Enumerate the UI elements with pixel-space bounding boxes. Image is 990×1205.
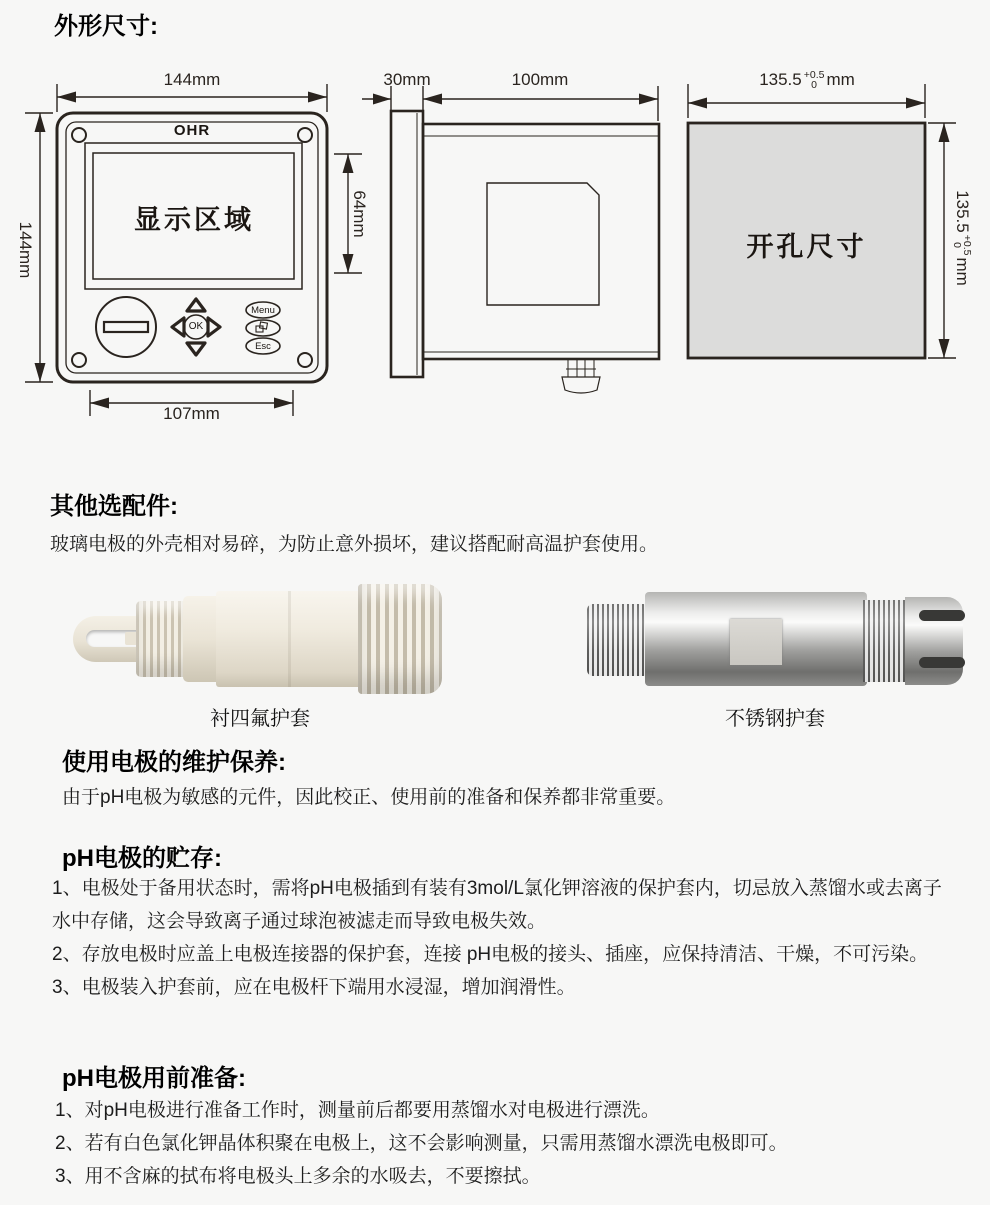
bezel-flange <box>391 111 423 377</box>
arrowhead <box>274 398 293 409</box>
ptfe-thread-rear <box>358 584 442 694</box>
list-item: 1、对pH电极进行准备工作时，测量前后都要用蒸馏水对电极进行漂洗。 <box>55 1100 660 1121</box>
dim-label-cutout-top <box>737 70 877 90</box>
side-label-plate <box>487 183 599 305</box>
screen-switch-icon <box>256 322 267 332</box>
arrowhead <box>343 254 354 273</box>
arrow-down-icon <box>187 343 205 355</box>
arrowhead <box>688 98 707 109</box>
photo-steel-sheath <box>575 582 975 695</box>
list-item: 1、电极处于备用状态时，需将pH电极插到有装有3mol/L氯化钾溶液的保护套内，切忌放入蒸馏水或去离子水中存储，这会导致离子通过球泡被滤走而导致电极失效。 <box>52 878 942 932</box>
arrowhead <box>939 123 950 142</box>
cutout-dim-tolerance: +0.5 0 <box>951 234 973 256</box>
list-item: 3、电极装入护套前，应在电极杆下端用水浸湿，增加润滑性。 <box>52 977 576 998</box>
dim-line-depth <box>362 86 658 121</box>
steel-slot <box>919 657 965 668</box>
cutout-dim-unit: mm <box>953 257 972 286</box>
knob-slot <box>104 322 148 332</box>
list-item: 3、用不含麻的拭布将电极头上多余的水吸去，不要擦拭。 <box>55 1166 541 1187</box>
esc-button-label: Esc <box>255 341 271 352</box>
arrowhead <box>35 363 46 382</box>
dim-label-bezel: 30mm <box>383 70 431 89</box>
section-title-preparation: pH电极用前准备: <box>62 1065 246 1092</box>
housing-body <box>423 124 659 359</box>
section-title-accessories: 其他选配件: <box>50 493 178 520</box>
dim-label-bottom: 107mm <box>163 404 220 423</box>
preparation-list <box>55 1094 960 1193</box>
menu-button-label: Menu <box>251 305 275 316</box>
cutout-dim-tolerance: +0.5 0 <box>803 69 825 91</box>
corner-screw-icon <box>72 353 86 367</box>
housing-rails <box>423 136 659 352</box>
cutout-dim-value: 135.5 <box>953 190 972 233</box>
corner-screw-icon <box>298 128 312 142</box>
display-area-label: 显示区域 <box>134 205 254 235</box>
arrowhead <box>906 98 925 109</box>
section-title-dimensions: 外形尺寸: <box>54 13 158 40</box>
cable-gland-neck <box>566 359 596 377</box>
arrowhead <box>939 339 950 358</box>
ok-button-label: OK <box>188 321 204 332</box>
dim-label-cutout-right <box>952 181 972 295</box>
dim-label-depth: 100mm <box>511 70 569 89</box>
dim-label-width: 144mm <box>163 70 221 89</box>
instrument-inner-frame <box>66 122 318 373</box>
arrowhead <box>423 94 442 105</box>
list-item: 2、若有白色氯化钾晶体积聚在电极上，这不会影响测量，只需用蒸馏水漂洗电极即可。 <box>55 1133 788 1154</box>
caption-steel-sheath: 不锈钢护套 <box>725 708 825 730</box>
arrowhead <box>35 113 46 132</box>
arrowhead <box>308 92 327 103</box>
arrowhead <box>90 398 109 409</box>
cutout-dim-value: 135.5 <box>759 70 802 89</box>
steel-thread-right <box>863 600 907 682</box>
section-title-storage: pH电极的贮存: <box>62 845 222 872</box>
steel-slot <box>919 610 965 621</box>
accessories-intro: 玻璃电极的外壳相对易碎，为防止意外损坏，建议搭配耐高温护套使用。 <box>50 534 659 555</box>
cutout-drawing <box>688 84 956 358</box>
arrowhead <box>57 92 76 103</box>
caption-ptfe-sheath: 衬四氟护套 <box>210 708 310 730</box>
ptfe-tip <box>73 616 141 662</box>
steel-thread-left <box>587 604 649 676</box>
arrow-left-icon <box>172 318 184 336</box>
storage-list <box>52 872 957 1004</box>
cutout-label: 开孔尺寸 <box>746 232 867 262</box>
cable-gland-nut <box>562 377 600 393</box>
arrowhead <box>639 94 658 105</box>
side-view-drawing <box>362 86 659 393</box>
brand-logo: OHR <box>173 122 211 139</box>
section-title-maintenance: 使用电极的维护保养: <box>62 749 286 776</box>
list-item: 2、存放电极时应盖上电极连接器的保护套，连接 pH电极的接头、插座，应保持清洁、干燥，不可污染。 <box>52 944 929 965</box>
steel-tab <box>730 619 782 665</box>
arrowhead <box>343 154 354 173</box>
corner-screw-icon <box>72 128 86 142</box>
corner-screw-icon <box>298 353 312 367</box>
dim-label-display-height: 64mm <box>350 190 369 238</box>
photo-ptfe-sheath <box>40 577 480 699</box>
arrowhead <box>373 94 391 105</box>
steel-end-cap <box>905 597 963 685</box>
ptfe-thread-front <box>136 601 188 677</box>
ptfe-step <box>288 591 291 687</box>
cutout-dim-unit: mm <box>826 70 855 89</box>
dim-label-height: 144mm <box>16 221 35 279</box>
arrow-up-icon <box>187 299 205 311</box>
maintenance-intro: 由于pH电极为敏感的元件，因此校正、使用前的准备和保养都非常重要。 <box>62 787 676 808</box>
arrow-right-icon <box>208 318 220 336</box>
